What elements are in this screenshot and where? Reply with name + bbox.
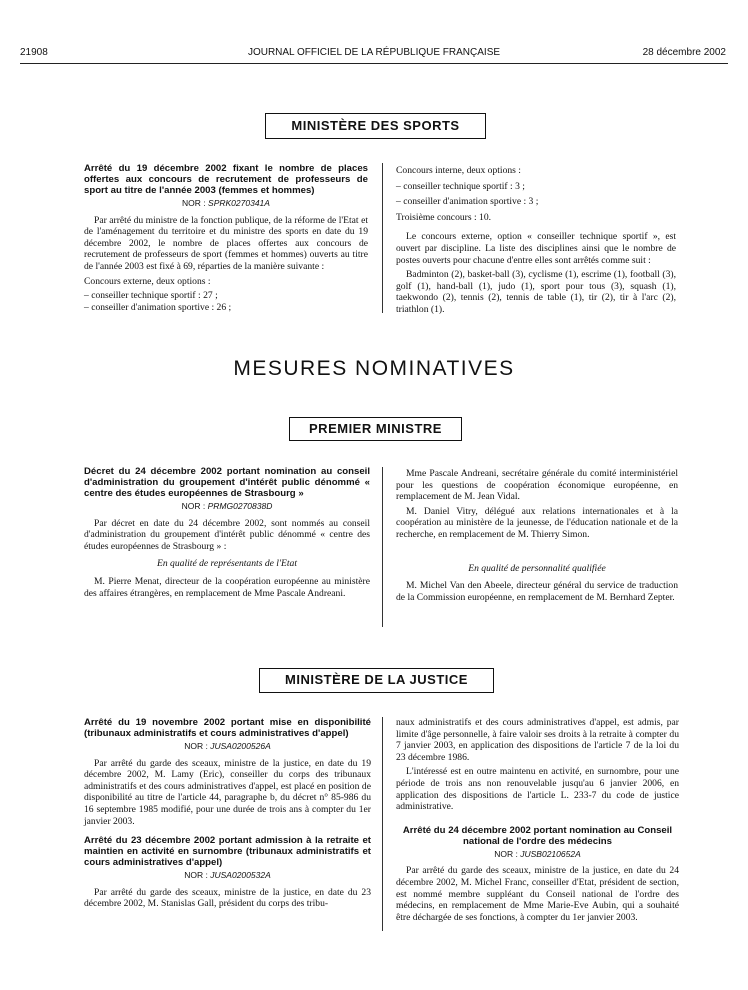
header-rule	[20, 63, 728, 64]
sports-nor	[84, 198, 368, 210]
nor-label: NOR :	[184, 870, 208, 881]
ext-item: – conseiller d'animation sportive : 26 ;	[84, 301, 232, 313]
sports-arrete-title: Arrêté du 19 décembre 2002 fixant le nombre de places offertes aux concours de recrutement de professeurs de sport au titre de l'année 2003 (femmes et hommes)	[84, 163, 368, 196]
journal-title: JOURNAL OFFICIEL DE LA RÉPUBLIQUE FRANÇAISE	[247, 47, 501, 58]
justice-paragraph: Par arrêté du garde des sceaux, ministre de la justice, en date du 23 décembre 2002, M. Stanislas Gall, président du corps des tribu-	[84, 886, 371, 910]
int-item: – conseiller technique sportif : 3 ;	[396, 180, 525, 192]
justice-arrete-title: Arrêté du 19 novembre 2002 portant mise en disponibilité (tribunaux administratifs et cours administratives d'appel)	[84, 717, 371, 739]
premier-paragraph: Par décret en date du 24 décembre 2002, sont nommés au conseil d'administration du groupement d'intérêt public dénommé « centre des études européennes de Strasbourg » :	[84, 517, 370, 552]
nor-code: SPRK0270341A	[208, 198, 270, 208]
subheading: En qualité de représentants de l'Etat	[157, 558, 297, 570]
ext-label: Concours externe, deux options :	[84, 275, 211, 287]
int-label: Concours interne, deux options :	[396, 165, 521, 176]
nor-label: NOR :	[184, 741, 208, 751]
premier-paragraph: M. Pierre Menat, directeur de la coopération européenne au ministère des affaires étrangères, en remplacement de Mme Pascale Andreani.	[84, 575, 370, 599]
nor-code: JUSA0200532A	[210, 870, 271, 881]
justice-arrete-title: Arrêté du 23 décembre 2002 portant admission à la retraite et maintien en activité en surnombre (tribunaux administratifs et cours administratives d'appel)	[84, 835, 371, 869]
justice-nor	[84, 870, 371, 882]
column-divider	[382, 163, 383, 313]
third-concours: Troisième concours : 10.	[396, 211, 492, 223]
premier-right-column	[396, 468, 678, 606]
premier-paragraph: M. Daniel Vitry, délégué aux relations internationales et à la coopération au ministère de la jeunesse, de l'éducation nationale et de la recherche, en remplacement de M. Thierry Simon.	[396, 505, 678, 540]
banner-premier-ministre: PREMIER MINISTRE	[289, 417, 462, 441]
sports-paragraph: Le concours externe, option « conseiller technique sportif », est ouvert par discipline. La liste des disciplines ainsi que le nombre de postes ouverts pour chacune d'entre elles sont arrêtés comme suit :	[396, 231, 676, 266]
premier-paragraph: M. Michel Van den Abeele, directeur général du service de traduction de la Commission européenne, en remplacement de M. Bernhard Zepter.	[396, 580, 678, 603]
page-number: 21908	[20, 47, 48, 58]
justice-paragraph: Par arrêté du garde des sceaux, ministre de la justice, en date du 24 décembre 2002, M. Michel Franc, conseiller d'Etat, président de section, est nommé membre suppléant du Conseil national de l'ordre des médecins, en remplacement de Mme Marie-Eve Aubin, qui a souhaité être déchargée de ses fonctions, à compter du 1er janvier 2003.	[396, 865, 679, 923]
nor-code: JUSB0210652A	[520, 848, 581, 859]
premier-left-column	[84, 466, 370, 602]
nor-code: JUSA0200526A	[210, 741, 271, 751]
banner-justice: MINISTÈRE DE LA JUSTICE	[259, 668, 494, 693]
sports-left-column	[84, 163, 368, 316]
decret-title: Décret du 24 décembre 2002 portant nomination au conseil d'administration du groupement d'intérêt public dénommé « centre des études européennes de Strasbourg »	[84, 466, 370, 499]
int-item: – conseiller d'animation sportive : 3 ;	[396, 196, 539, 208]
banner-sports: MINISTÈRE DES SPORTS	[265, 113, 486, 139]
sports-right-column	[396, 165, 676, 319]
justice-paragraph: Par arrêté du garde des sceaux, ministre de la justice, en date du 19 décembre 2002, M. Lamy (Eric), conseiller du corps des tribunaux administratifs et des cours administratives d'appel, est placé en position de disponibilité au titre de l'article 44, paragraphe b, du décret n° 85-986 du 16 septembre 1985 modifié, pour une durée de trois ans à compter du 1er janvier 2003.	[84, 757, 371, 827]
column-divider	[382, 717, 383, 931]
nor-code: PRMG0270838D	[207, 501, 273, 511]
premier-paragraph: Mme Pascale Andreani, secrétaire générale du comité interministériel pour les questions de coopération économique européenne, en remplacement de M. Jean Vidal.	[396, 468, 678, 503]
sports-paragraph: Par arrêté du ministre de la fonction publique, de la réforme de l'Etat et de l'aménagement du territoire et du ministre des sports en date du 19 décembre 2002, le nombre de places offertes aux concours de recrutement de professeurs de sport (femmes et hommes) ouverts au titre de l'année 2003 est fixé à 69, réparties de la manière suivante :	[84, 214, 368, 272]
justice-nor	[84, 741, 371, 753]
nor-label: NOR :	[182, 198, 206, 208]
justice-nor	[396, 849, 679, 861]
justice-right-column	[396, 717, 679, 926]
column-divider	[382, 467, 383, 627]
justice-paragraph: L'intéressé est en outre maintenu en activité, en surnombre, pour une période de trois ans non renouvelable jusqu'au 6 janvier 2006, en application des dispositions de l'article L. 233-7 du code de justice administrative.	[396, 766, 679, 813]
justice-paragraph: naux administratifs et des cours administratives d'appel, est admis, par limite d'âge personnelle, à faire valoir ses droits à la retraite à compter du 7 janvier 2003, en application des dispositions de l'article 7 de la loi du 23 décembre 1986.	[396, 717, 679, 763]
nor-label: NOR :	[494, 848, 518, 859]
subheading: En qualité de personnalité qualifiée	[468, 562, 606, 574]
premier-nor	[84, 501, 370, 513]
nor-label: NOR :	[181, 501, 206, 511]
justice-arrete-title: Arrêté du 24 décembre 2002 portant nomination au Conseil national de l'ordre des médecins	[402, 824, 673, 847]
section-heading: MESURES NOMINATIVES	[233, 357, 515, 380]
justice-left-column	[84, 717, 371, 913]
ext-item: – conseiller technique sportif : 27 ;	[84, 290, 218, 302]
disciplines-list: Badminton (2), basket-ball (3), cyclisme (1), escrime (1), football (3), golf (1), hand-ball (1), judo (1), sport pour tous (3), squash (1), taekwondo (2), tennis (2), tennis de table (1), tir (2), tir à l'arc (2), triathlon (1).	[396, 269, 676, 315]
header-date: 28 décembre 2002	[642, 47, 726, 58]
